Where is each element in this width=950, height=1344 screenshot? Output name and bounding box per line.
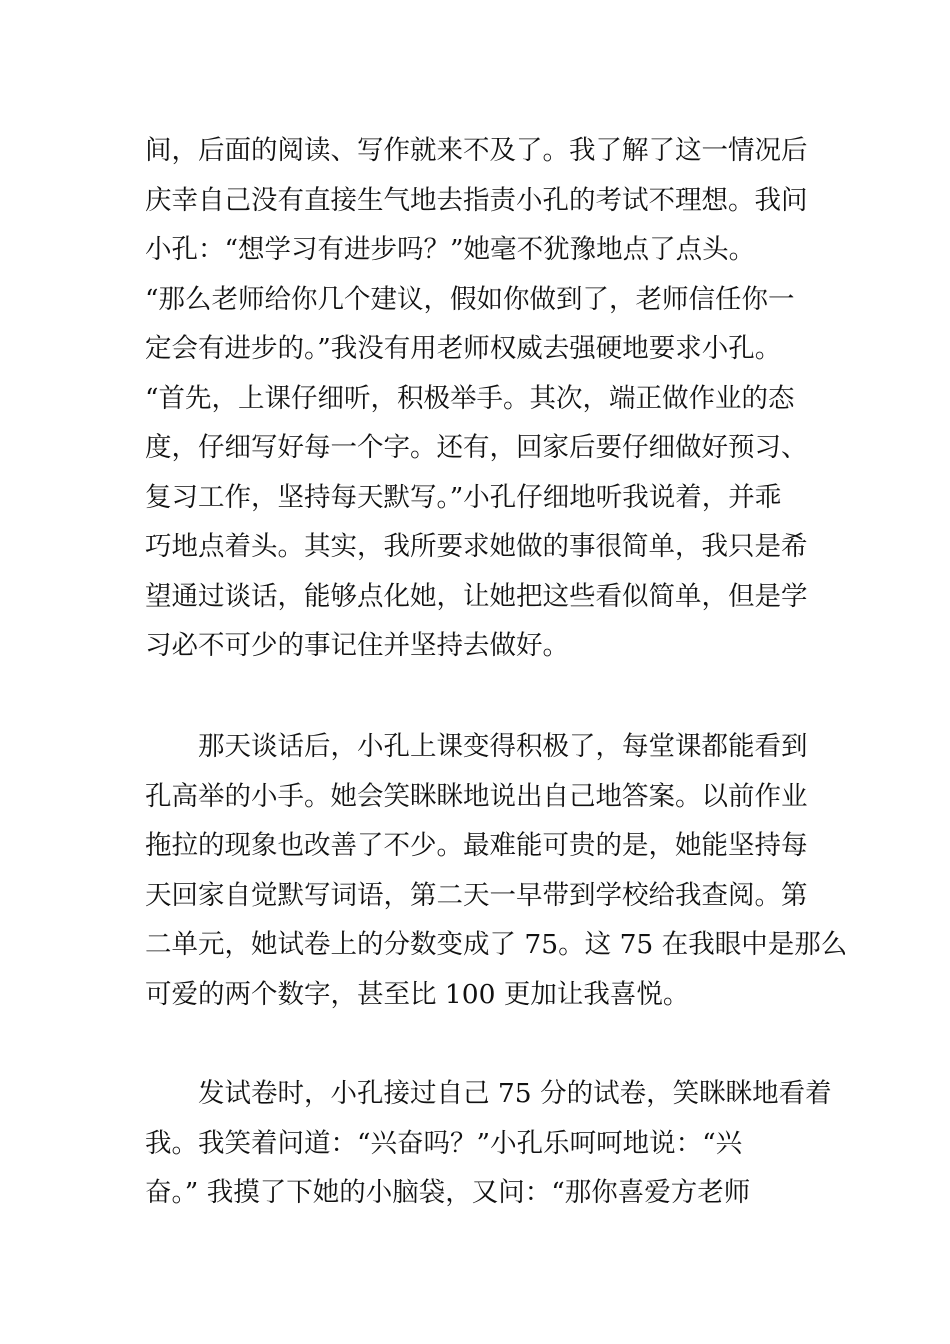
- text-line: 望通过谈话，能够点化她，让她把这些看似简单，但是学: [145, 580, 808, 612]
- text-line: 习必不可少的事记住并坚持去做好。: [145, 630, 569, 661]
- text-line: “那么老师给你几个建议，假如你做到了，老师信任你一: [145, 283, 795, 315]
- paragraph-2: [145, 722, 848, 1019]
- text-line: 巧地点着头。其实，我所要求她做的事很简单，我只是希: [145, 531, 808, 562]
- text-line: 我。我笑着问道：“兴奋吗？”小孔乐呵呵地说：“兴: [145, 1127, 743, 1159]
- text-line: 定会有进步的。”我没有用老师权威去强硬地要求小孔。: [145, 333, 782, 364]
- paragraph-1: [145, 126, 809, 671]
- text-line: 可爱的两个数字，甚至比 100 更加让我喜悦。: [145, 978, 690, 1010]
- text-line: 二单元，她试卷上的分数变成了 75。这 75 在我眼中是那么: [145, 929, 848, 960]
- text-line: 发试卷时，小孔接过自己 75 分的试卷，笑眯眯地看着: [145, 1078, 832, 1109]
- text-line: 奋。” 我摸了下她的小脑袋，又问：“那你喜爱方老师: [145, 1177, 751, 1208]
- text-line: 孔高举的小手。她会笑眯眯地说出自己地答案。以前作业: [145, 780, 808, 812]
- text-line: 小孔：“想学习有进步吗？”她毫不犹豫地点了点头。: [145, 234, 756, 265]
- text-line: 天回家自觉默写词语，第二天一早带到学校给我查阅。第: [145, 879, 808, 911]
- text-line: “首先，上课仔细听，积极举手。其次，端正做作业的态: [145, 382, 795, 414]
- paragraph-3: [145, 1069, 832, 1218]
- text-line: 复习工作，坚持每天默写。”小孔仔细地听我说着，并乖: [145, 481, 782, 513]
- text-line: 间，后面的阅读、写作就来不及了。我了解了这一情况后: [145, 135, 808, 166]
- text-line: 那天谈话后，小孔上课变得积极了，每堂课都能看到: [145, 731, 808, 762]
- text-line: 度，仔细写好每一个字。还有，回家后要仔细做好预习、: [145, 432, 808, 463]
- text-line: 拖拉的现象也改善了不少。最难能可贵的是，她能坚持每: [145, 830, 808, 861]
- text-line: 庆幸自己没有直接生气地去指责小孔的考试不理想。我问: [145, 184, 808, 216]
